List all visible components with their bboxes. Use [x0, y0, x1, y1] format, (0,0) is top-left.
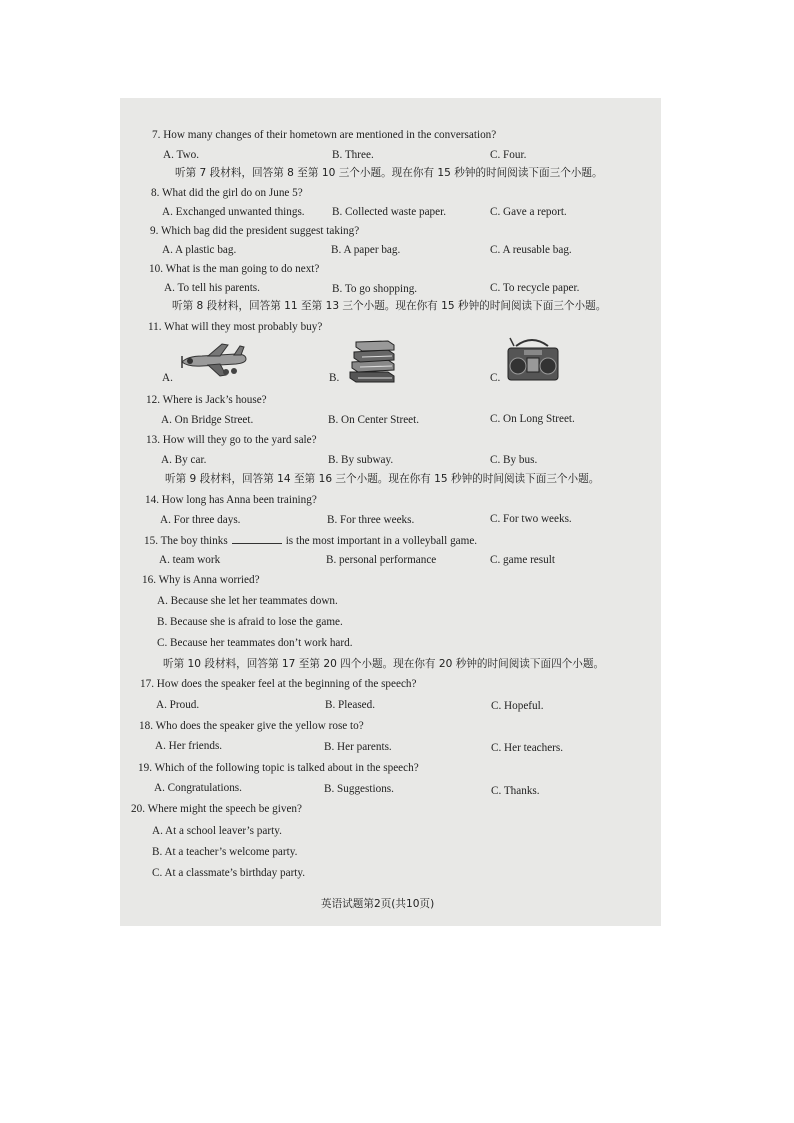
q15-stem-end: is the most important in a volleyball game.	[285, 535, 478, 547]
q14-stem: 14. How long has Anna been training?	[145, 494, 317, 506]
q13-option-b: B. By subway.	[328, 454, 394, 466]
q8-option-c: C. Gave a report.	[490, 206, 567, 218]
q17-stem: 17. How does the speaker feel at the beginning of the speech?	[140, 678, 417, 690]
q12-option-c: C. On Long Street.	[490, 413, 575, 425]
q15-option-a: A. team work	[159, 554, 221, 566]
q8-option-b: B. Collected waste paper.	[332, 206, 447, 218]
q20-stem: 20. Where might the speech be given?	[131, 803, 302, 815]
q11-stem: 11. What will they most probably buy?	[148, 321, 323, 333]
q9-option-a: A. A plastic bag.	[162, 244, 237, 256]
q16-option-b: B. Because she is afraid to lose the game.	[157, 616, 343, 628]
q12-option-a: A. On Bridge Street.	[161, 414, 254, 426]
q10-option-a: A. To tell his parents.	[164, 282, 260, 294]
q8-option-a: A. Exchanged unwanted things.	[162, 206, 305, 218]
q15-blank	[232, 533, 282, 544]
q18-option-a: A. Her friends.	[155, 740, 223, 752]
q18-option-c: C. Her teachers.	[491, 742, 564, 754]
q19-option-a: A. Congratulations.	[154, 782, 242, 794]
q7-stem: 7. How many changes of their hometown are mentioned in the conversation?	[152, 129, 497, 141]
q9-option-b: B. A paper bag.	[331, 244, 401, 256]
q17-option-a: A. Proud.	[156, 699, 200, 711]
page-footer: 英语试题第2页(共10页)	[321, 898, 435, 910]
instruction-section-7: 听第 7 段材料，回答第 8 至第 10 三个小题。现在你有 15 秒钟的时间阅读下面三个小题。	[175, 167, 603, 179]
q7-option-b: B. Three.	[332, 149, 374, 161]
q20-option-c: C. At a classmate’s birthday party.	[152, 867, 306, 879]
radio-cassette-player-icon	[504, 336, 560, 384]
q13-option-c: C. By bus.	[490, 454, 538, 466]
q15-stem-start: 15. The boy thinks	[144, 535, 228, 547]
q16-option-c: C. Because her teammates don’t work hard.	[157, 637, 353, 649]
instruction-section-10: 听第 10 段材料，回答第 17 至第 20 四个小题。现在你有 20 秒钟的时间阅读下面四个小题。	[163, 658, 605, 670]
q19-option-c: C. Thanks.	[491, 785, 540, 797]
toy-airplane-icon	[178, 342, 250, 380]
q10-stem: 10. What is the man going to do next?	[149, 263, 320, 275]
q17-option-c: C. Hopeful.	[491, 700, 544, 712]
q9-stem: 9. Which bag did the president suggest taking?	[150, 225, 360, 237]
q20-option-b: B. At a teacher’s welcome party.	[152, 846, 298, 858]
q11-option-a: A.	[162, 372, 173, 384]
q15-option-b: B. personal performance	[326, 554, 437, 566]
q14-option-c: C. For two weeks.	[490, 513, 572, 525]
q10-option-c: C. To recycle paper.	[490, 282, 580, 294]
q19-stem: 19. Which of the following topic is talked about in the speech?	[138, 762, 419, 774]
q10-option-b: B. To go shopping.	[332, 283, 418, 295]
q13-stem: 13. How will they go to the yard sale?	[146, 434, 317, 446]
q18-stem: 18. Who does the speaker give the yellow rose to?	[139, 720, 364, 732]
q15-stem	[144, 533, 477, 548]
q14-option-b: B. For three weeks.	[327, 514, 415, 526]
q15-option-c: C. game result	[490, 554, 555, 566]
q13-option-a: A. By car.	[161, 454, 207, 466]
q16-option-a: A. Because she let her teammates down.	[157, 595, 338, 607]
instruction-section-8: 听第 8 段材料，回答第 11 至第 13 三个小题。现在你有 15 秒钟的时间阅读下面三个小题。	[172, 300, 607, 312]
q7-option-a: A. Two.	[163, 149, 199, 161]
q12-stem: 12. Where is Jack’s house?	[146, 394, 267, 406]
q14-option-a: A. For three days.	[160, 514, 241, 526]
books-stack-icon	[344, 338, 400, 384]
q20-option-a: A. At a school leaver’s party.	[152, 825, 282, 837]
q12-option-b: B. On Center Street.	[328, 414, 420, 426]
q16-stem: 16. Why is Anna worried?	[142, 574, 260, 586]
q19-option-b: B. Suggestions.	[324, 783, 394, 795]
q17-option-b: B. Pleased.	[325, 699, 376, 711]
q7-option-c: C. Four.	[490, 149, 527, 161]
q11-option-b: B.	[329, 372, 340, 384]
q11-option-c: C.	[490, 372, 501, 384]
instruction-section-9: 听第 9 段材料，回答第 14 至第 16 三个小题。现在你有 15 秒钟的时间阅读下面三个小题。	[165, 473, 600, 485]
q9-option-c: C. A reusable bag.	[490, 244, 572, 256]
q18-option-b: B. Her parents.	[324, 741, 392, 753]
q8-stem: 8. What did the girl do on June 5?	[151, 187, 303, 199]
